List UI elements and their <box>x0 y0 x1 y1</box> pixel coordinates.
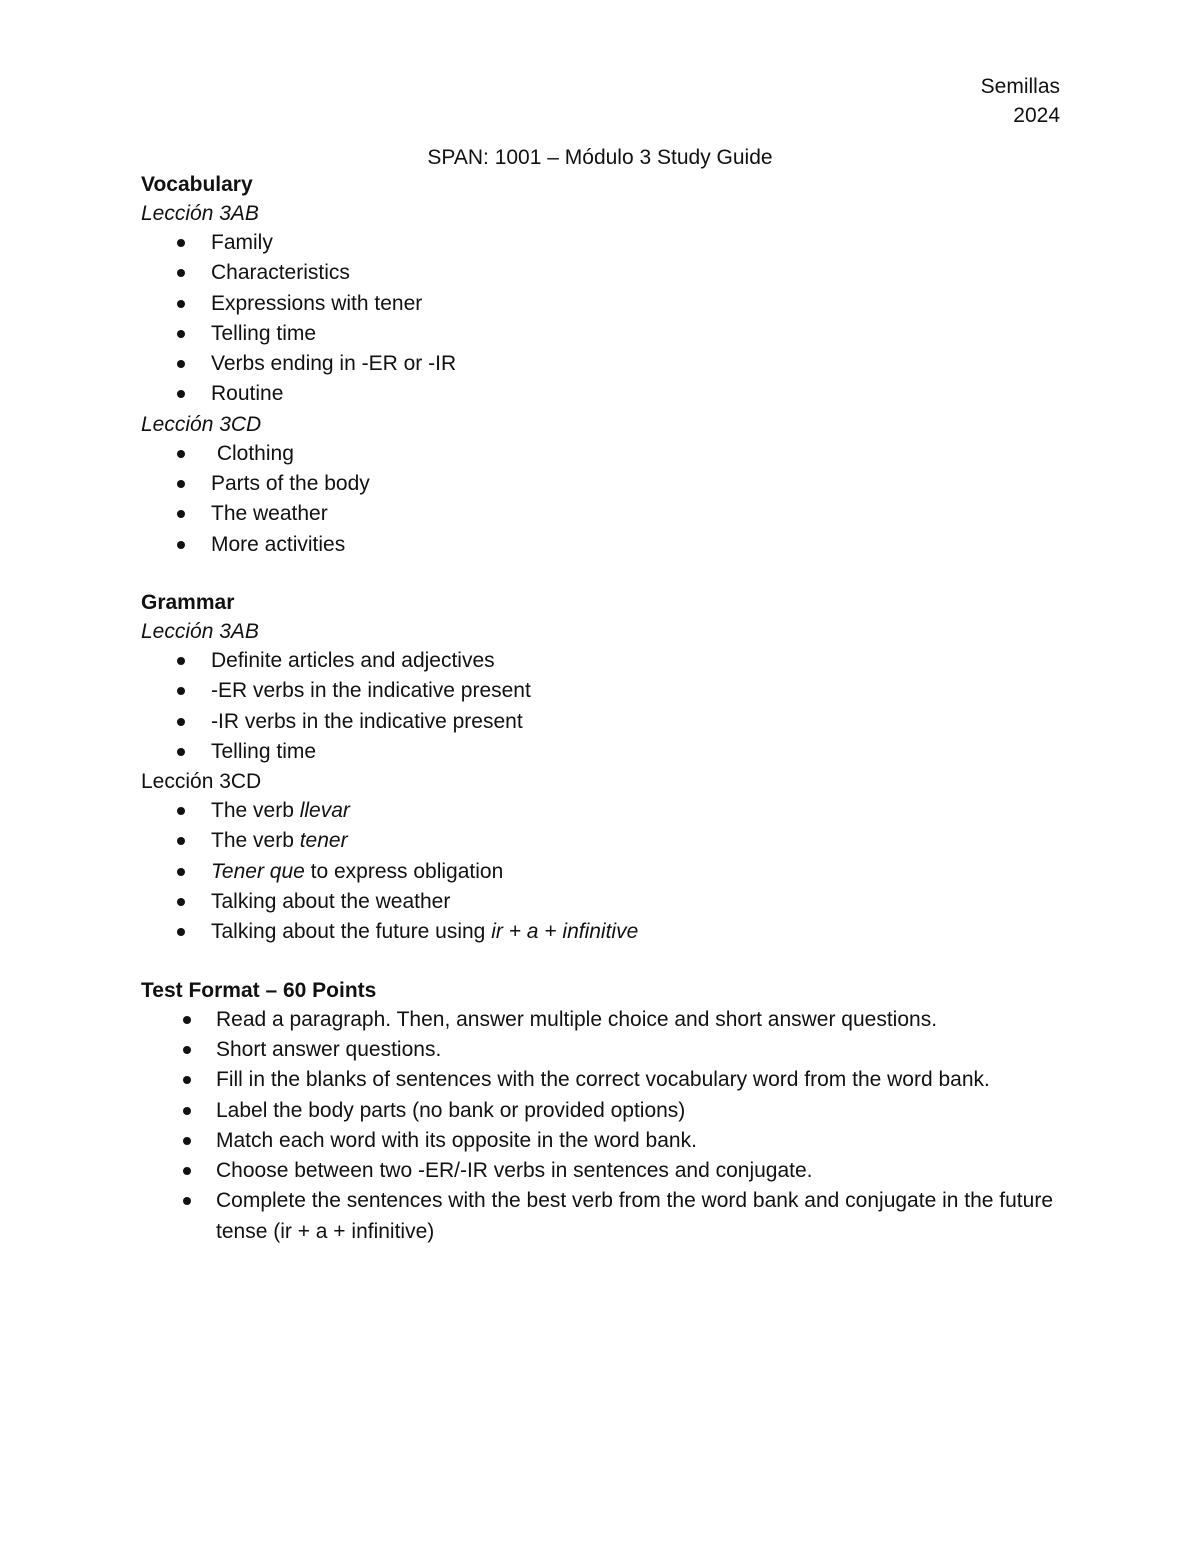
list-item <box>141 826 1071 856</box>
grammar-lesson-3ab-list <box>141 646 1071 767</box>
vocabulary-heading: Vocabulary <box>141 173 253 196</box>
vocabulary-lesson-3ab-list <box>141 228 1071 410</box>
list-item <box>141 439 1071 469</box>
list-item: The weather <box>141 499 1071 529</box>
header-block <box>981 72 1060 130</box>
list-item: Verbs ending in -ER or -IR <box>141 349 1071 379</box>
test-format-list <box>141 1005 1071 1247</box>
vocabulary-lesson-3cd-list <box>141 439 1071 560</box>
document-title: SPAN: 1001 – Módulo 3 Study Guide <box>427 146 773 169</box>
list-item: Family <box>141 228 1071 258</box>
list-item <box>141 796 1071 826</box>
item-emphasis: tener <box>299 829 348 853</box>
list-item <box>141 917 1071 947</box>
list-item: Complete the sentences with the best verb from the word bank and conjugate in the future tense (ir + a + infinitive) <box>141 1186 1071 1247</box>
year: 2024 <box>1013 104 1060 127</box>
list-item: Parts of the body <box>141 469 1071 499</box>
item-emphasis: Tener que <box>211 859 305 883</box>
grammar-lesson-3cd-list <box>141 796 1071 947</box>
list-item: Telling time <box>141 737 1071 767</box>
item-text: The verb <box>211 799 300 823</box>
grammar-heading: Grammar <box>141 590 235 614</box>
list-item: Choose between two -ER/-IR verbs in sentences and conjugate. <box>141 1156 1071 1186</box>
item-text: to express obligation <box>304 859 504 883</box>
list-item: Fill in the blanks of sentences with the correct vocabulary word from the word bank. <box>141 1065 1071 1095</box>
document-body <box>141 170 1071 1247</box>
list-item: Expressions with tener <box>141 289 1071 319</box>
list-item-text: Clothing <box>211 441 294 465</box>
list-item: Characteristics <box>141 258 1071 288</box>
item-emphasis: ir + a + infinitive <box>491 920 639 944</box>
list-item: Match each word with its opposite in the word bank. <box>141 1126 1071 1156</box>
list-item: Label the body parts (no bank or provided options) <box>141 1096 1071 1126</box>
item-text: Talking about the future using <box>211 920 492 944</box>
vocabulary-lesson-3cd-label: Lección 3CD <box>141 412 262 436</box>
list-item: Telling time <box>141 319 1071 349</box>
test-format-heading: Test Format – 60 Points <box>141 978 377 1002</box>
list-item: -ER verbs in the indicative present <box>141 676 1071 706</box>
list-item: Short answer questions. <box>141 1035 1071 1065</box>
item-text: The verb <box>211 829 300 853</box>
list-item: Definite articles and adjectives <box>141 646 1071 676</box>
list-item <box>141 887 1071 917</box>
item-emphasis: llevar <box>299 799 350 823</box>
item-text: Talking about the weather <box>211 890 451 914</box>
vocabulary-lesson-3ab-label: Lección 3AB <box>141 202 259 225</box>
list-item: Read a paragraph. Then, answer multiple choice and short answer questions. <box>141 1005 1071 1035</box>
grammar-lesson-3cd-label: Lección 3CD <box>141 770 262 794</box>
list-item: -IR verbs in the indicative present <box>141 707 1071 737</box>
list-item: More activities <box>141 530 1071 560</box>
list-item <box>141 857 1071 887</box>
author-name: Semillas <box>980 75 1060 98</box>
grammar-lesson-3ab-label: Lección 3AB <box>141 619 259 643</box>
list-item: Routine <box>141 379 1071 409</box>
